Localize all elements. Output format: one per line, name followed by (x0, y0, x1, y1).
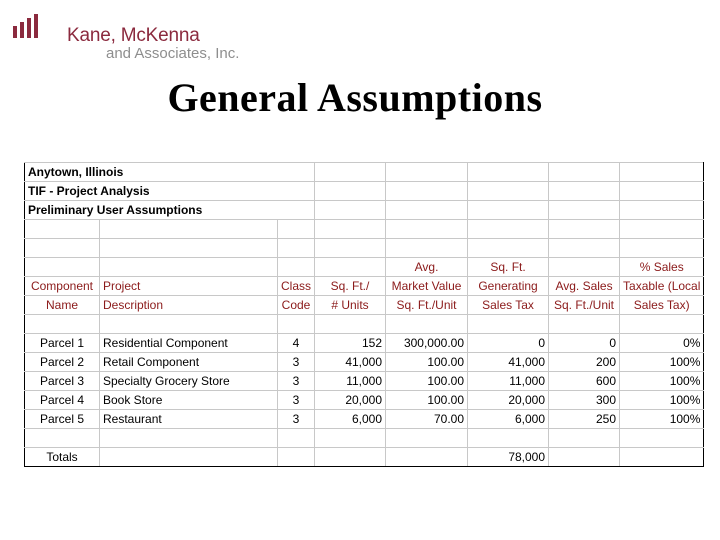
header-row-3 (25, 296, 704, 315)
header-sqft-unit: Sq. Ft./Unit (386, 296, 468, 315)
header-sqft-per: Sq. Ft./ (315, 277, 386, 296)
slide-title: General Assumptions (167, 75, 543, 120)
header-avg-sales: Avg. Sales (549, 277, 620, 296)
info-analysis: TIF - Project Analysis (25, 182, 278, 201)
assumptions-table (24, 162, 704, 467)
table-row: Parcel 3 Specialty Grocery Store 3 11,000 100.00 11,000 600 100% (25, 372, 704, 391)
company-logo (12, 10, 282, 62)
totals-sqft-sales-tax: 78,000 (468, 448, 549, 467)
info-location: Anytown, Illinois (25, 163, 278, 182)
header-description: Description (100, 296, 278, 315)
table-row: Parcel 4 Book Store 3 20,000 100.00 20,000 300 100% (25, 391, 704, 410)
table-row: Parcel 1 Residential Component 4 152 300,000.00 0 0 0% (25, 334, 704, 353)
header-name: Name (25, 296, 100, 315)
totals-label: Totals (25, 448, 100, 467)
header-sqft: Sq. Ft. (468, 258, 549, 277)
table-row: Parcel 5 Restaurant 3 6,000 70.00 6,000 250 100% (25, 410, 704, 429)
logo-name-line2: and Associates, Inc. (106, 45, 240, 62)
logo-bars-icon (12, 14, 42, 38)
table-row: Parcel 2 Retail Component 3 41,000 100.00 41,000 200 100% (25, 353, 704, 372)
header-sqft-unit-2: Sq. Ft./Unit (549, 296, 620, 315)
header-generating: Generating (468, 277, 549, 296)
header-sales-tax: Sales Tax (468, 296, 549, 315)
totals-row (25, 448, 704, 467)
header-project: Project (100, 277, 278, 296)
header-code: Code (278, 296, 315, 315)
header-sales-tax-2: Sales Tax) (620, 296, 704, 315)
info-assumptions: Preliminary User Assumptions (25, 201, 278, 220)
header-pct-sales: % Sales (620, 258, 704, 277)
info-row (25, 163, 704, 182)
header-component: Component (25, 277, 100, 296)
header-class: Class (278, 277, 315, 296)
info-row (25, 182, 704, 201)
logo-name-line1: Kane, McKenna (67, 25, 200, 46)
header-row-2 (25, 277, 704, 296)
header-avg: Avg. (386, 258, 468, 277)
header-row-1 (25, 258, 704, 277)
header-taxable: Taxable (Local (620, 277, 704, 296)
header-units: # Units (315, 296, 386, 315)
header-market-value: Market Value (386, 277, 468, 296)
info-row (25, 201, 704, 220)
